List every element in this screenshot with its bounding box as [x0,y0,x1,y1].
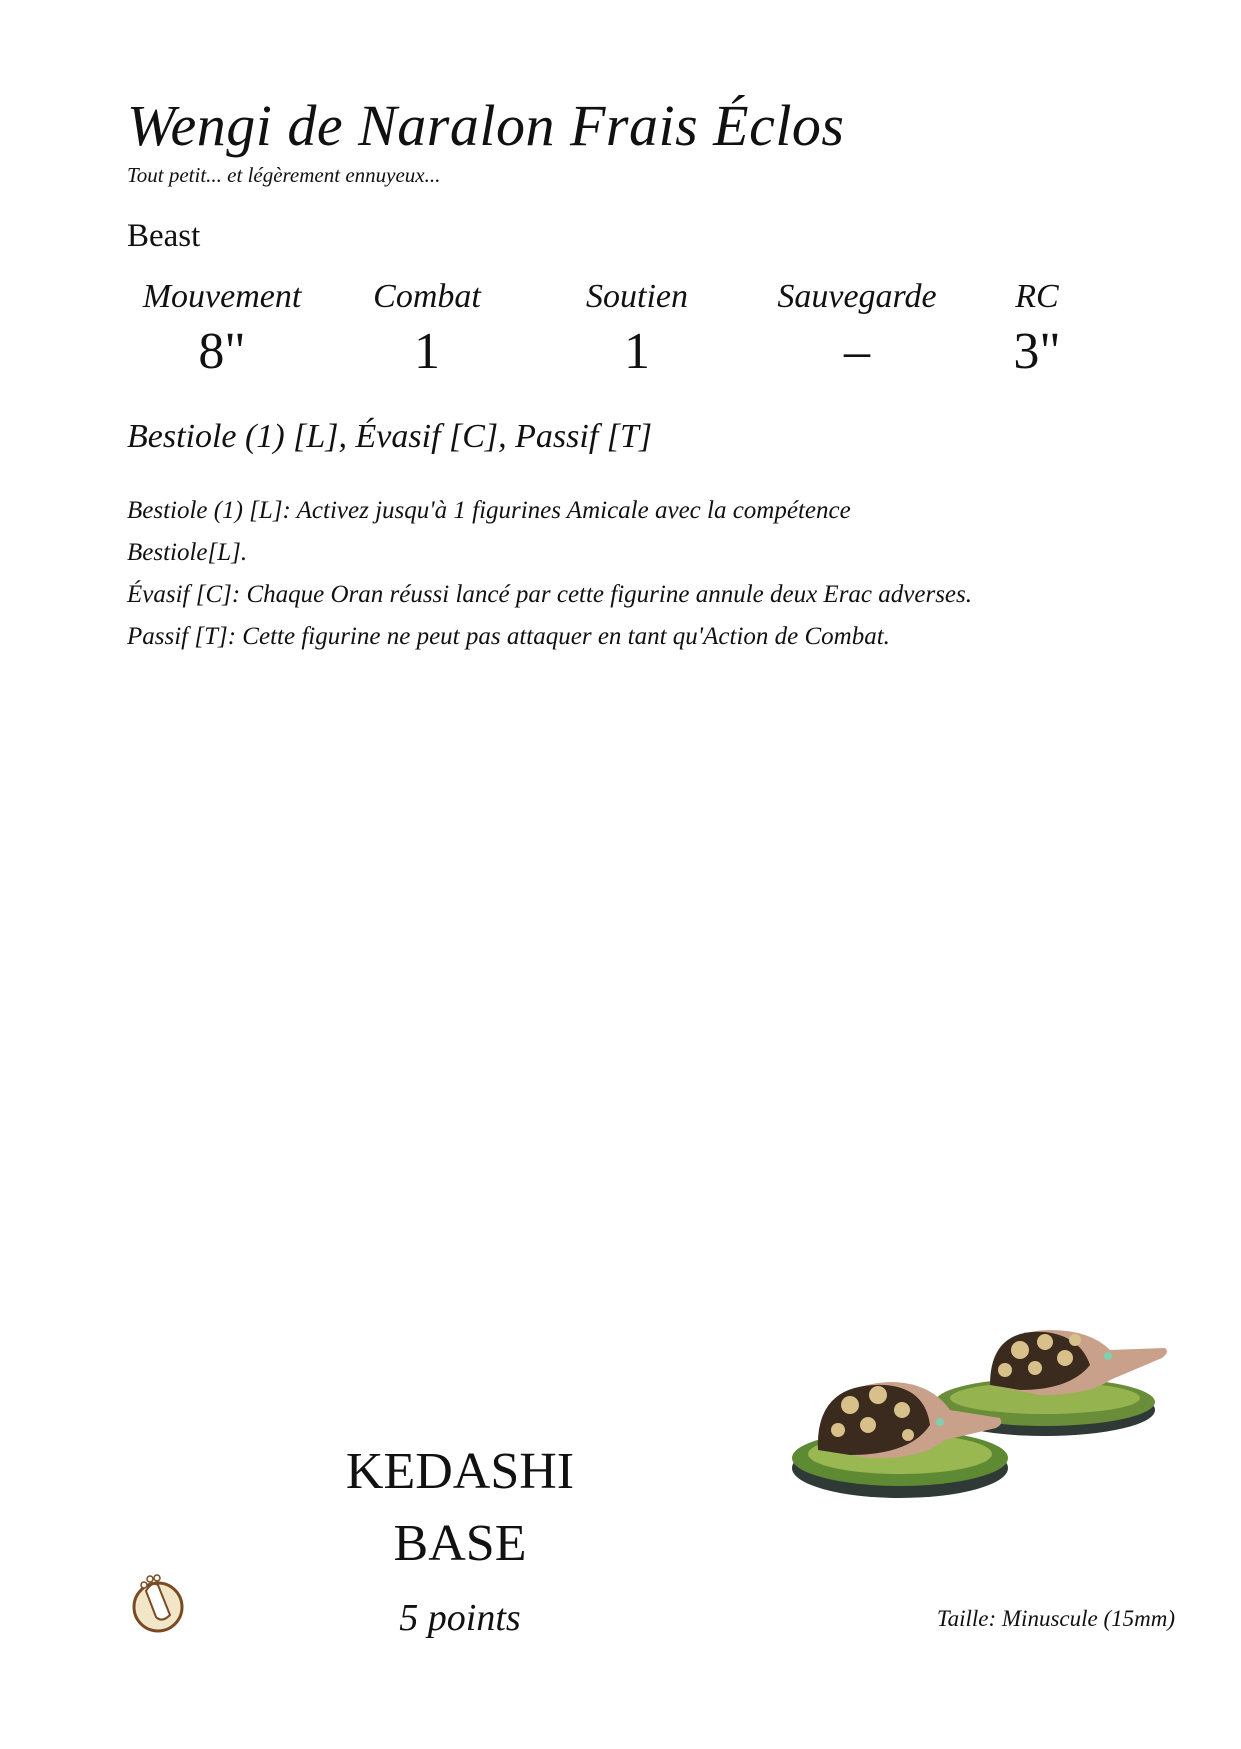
stats-block [127,278,1127,398]
stat-combat [337,278,517,381]
rule-line: Passif [T]: Cette figurine ne peut pas attaquer en tant qu'Action de Combat. [127,623,890,650]
stat-label: Sauvegarde [777,278,937,315]
card-subtitle: Tout petit... et légèrement ennuyeux... [127,163,441,187]
stat-label: Mouvement [142,278,302,315]
creature-type: Beast [127,218,201,254]
rules-text [127,490,1127,658]
stat-movement [127,278,317,381]
stat-support [547,278,727,381]
stat-save [757,278,957,381]
faction-block [300,1436,620,1580]
faction-tier: BASE [393,1515,527,1572]
stat-value: 3" [1013,323,1061,380]
rule-line: Bestiole[L]. [127,539,248,566]
stat-value: – [844,323,870,380]
rule-line: Bestiole (1) [L]: Activez jusqu'à 1 figurines Amicale avec la compétence [127,497,851,524]
stat-label: RC [1015,278,1059,315]
faction-name: KEDASHI [345,1443,575,1500]
hand-logo-icon [126,1571,188,1633]
stat-value: 1 [414,323,440,380]
stat-value: 1 [624,323,650,380]
abilities-summary: Bestiole (1) [L], Évasif [C], Passif [T] [127,418,653,455]
stat-label: Soutien [586,278,688,315]
rule-line: Évasif [C]: Chaque Oran réussi lancé par cette figurine annule deux Erac adverses. [127,581,972,608]
points-cost: 5 points [399,1597,521,1639]
stat-rc [987,278,1087,381]
stat-value: 8" [198,323,246,380]
stat-label: Combat [373,278,481,315]
card-title: Wengi de Naralon Frais Éclos [127,93,845,158]
miniature-photo [790,1290,1180,1520]
model-size: Taille: Minuscule (15mm) [936,1606,1175,1631]
